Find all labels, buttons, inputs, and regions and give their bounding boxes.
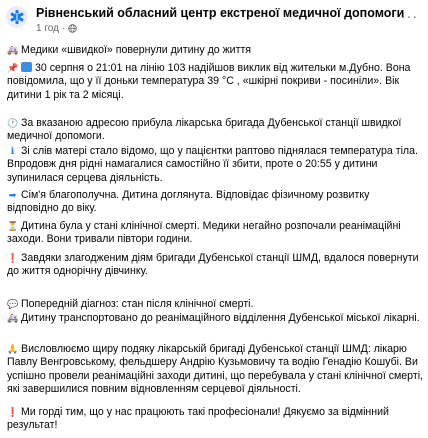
paragraph-5: ➡ Сім'я благополучна. Дитина доглянута. Відповідає фізичному розвитку відповідно до віку. [7, 189, 370, 215]
speech-bubble-icon: 💬 [7, 299, 19, 309]
paragraph-3: 🕐 За вказаною адресою прибула лікарська бригада Дубенської станції швидкої медичної допомоги. [7, 117, 402, 143]
clock-icon: 🕐 [7, 118, 19, 128]
calendar-icon [21, 62, 32, 72]
post-time[interactable]: 1 год [36, 23, 59, 34]
paragraph-9: 🚑 Дитину транспортовано до реанімаційного відділення Дубенської міської лікарні. [7, 312, 420, 324]
more-options-button[interactable]: ··· [401, 8, 418, 24]
info-icon: ℹ [10, 146, 15, 156]
post-header [0, 0, 428, 40]
post-meta: 1 год · [36, 23, 77, 34]
paragraph-2: 📌 30 серпня о 21:01 на лінію 103 надійшов виклик від жительки м.Дубно. Вона повідомила, що у її доньки температура 39 °С , «шкірні покриви - посиніли». Вік дитини 1 рік та 2 місяці. [7, 62, 411, 101]
paragraph-6: ⏳ Дитина була у стані клінічної смерті. Медики негайно розпочали реанімаційні заходи. Вони тривали півтори години. [7, 220, 401, 246]
paragraph-1: 🚑 Медики «швидкої» повернули дитину до життя [7, 44, 252, 56]
ambulance-icon: 🚑 [7, 313, 19, 323]
paragraph-8: 💬 Попередній діагноз: стан після клінічної смерті. [7, 298, 254, 310]
ambulance-icon: 🚑 [7, 45, 19, 55]
paragraph-11: ❗ Ми горді тим, що у нас працюють такі професіонали! Дякуємо за відмінний результат! [7, 406, 389, 432]
pushpin-icon: 📌 [7, 63, 19, 73]
globe-icon [68, 24, 77, 33]
arrow-right-icon: ➡ [8, 190, 17, 200]
avatar[interactable] [6, 6, 28, 28]
paragraph-10: 🙏 Висловлюємо щиру подяку лікарській бригаді Дубенської станції ШМД: лікарю Павлу Венгровському, фельдшеру Андрію Кузьмовичу та водію Генадію Кошубі. Ви успішно провели реанімаційні заходи дитині, що перебувала у стані клінічної смерті, які завершилися повним відновленням серцевої діяльності. [7, 343, 423, 396]
page-name[interactable]: Рівненський обласний центр екстреної медичної допомоги [36, 6, 405, 20]
folded-hands-icon: 🙏 [7, 344, 19, 354]
exclamation-icon: ❗ [7, 253, 19, 263]
hourglass-icon: ⏳ [7, 221, 19, 231]
star-of-life-icon [9, 9, 25, 25]
paragraph-4: ℹ Зі слів матері стало відомо, що у пацієнтки раптово піднялася температура тіла. Впродовж дня рідні намагалися самостійно її збити, проте о 20:55 у дитини зупинилася серцева діяльність. [7, 145, 418, 184]
paragraph-7: ❗ Завдяки злагодженим діям бригади Дубенської станції ШМД, вдалося повернути до життя однорічну дівчинку. [7, 252, 419, 278]
exclamation-icon: ❗ [7, 407, 19, 417]
